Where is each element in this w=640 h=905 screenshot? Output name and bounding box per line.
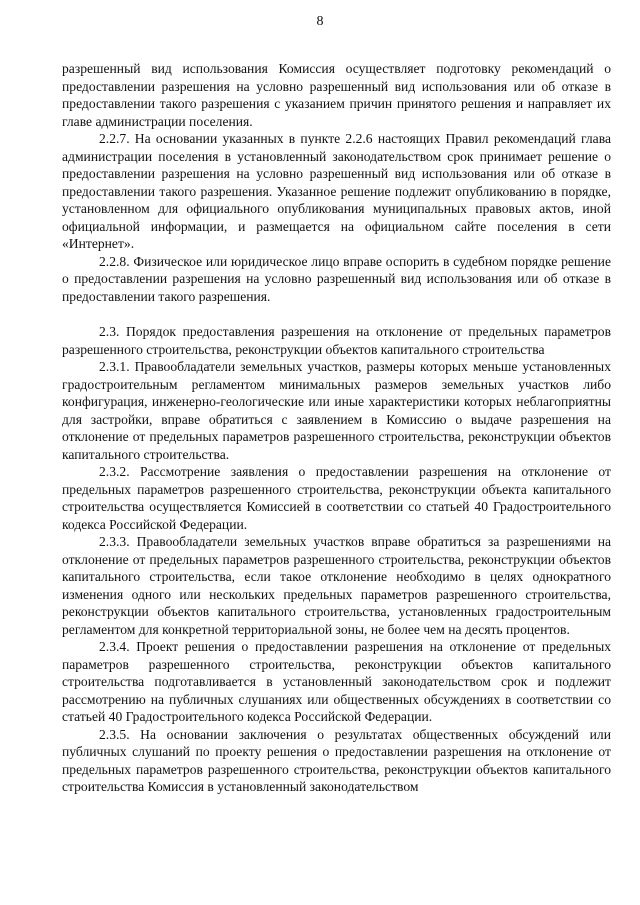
section-heading-2-3: 2.3. Порядок предоставления разрешения на отклонение от предельных параметров разрешенного строительства, реконструкции объектов капитального строительства <box>62 324 611 357</box>
paragraph-2-3-1: 2.3.1. Правообладатели земельных участков, размеры которых меньше установленных градостроительным регламентом минимальных размеров земельных участков либо конфигурация, инженерно-геологические или иные характеристики которых неблагоприятны для застройки, вправе обратиться с заявлением в Комиссию о выдаче разрешения на отклонение от предельных параметров разрешенного строительства, реконструкции объектов капитального строительства. <box>62 359 611 462</box>
page-number: 8 <box>316 14 324 29</box>
paragraph-2-2-8: 2.2.8. Физическое или юридическое лицо вправе оспорить в судебном порядке решение о предоставлении разрешения на условно разрешенный вид использования или об отказе в предоставлении такого разрешения. <box>62 253 611 304</box>
paragraph-2-3-3: 2.3.3. Правообладатели земельных участков вправе обратиться за разрешениями на отклонение от предельных параметров разрешенного строительства, реконструкции объектов капитального строительства, если такое отклонение необходимо в целях однократного изменения одного или нескольких предельных параметров разрешенного строительства, реконструкции объектов капитального строительства, установленных градостроительным регламентом для конкретной территориальной зоны, не более чем на десять процентов. <box>62 534 611 637</box>
paragraph-2-2-7: 2.2.7. На основании указанных в пункте 2.2.6 настоящих Правил рекомендаций глава администрации поселения в установленный законодательством срок принимает решение о предоставлении разрешения на условно разрешенный вид использования или об отказе в предоставлении такого разрешения. Указанное решение подлежит опубликованию в порядке, установленном для официального опубликования муниципальных правовых актов, иной официальной информации, и размещается на официальном сайте поселения в сети «Интернет». <box>62 131 611 251</box>
document-body <box>62 60 611 796</box>
paragraph-2-3-2: 2.3.2. Рассмотрение заявления о предоставлении разрешения на отклонение от предельных параметров разрешенного строительства, реконструкции объекта капитального строительства осуществляется Комиссией в соответствии со статьей 40 Градостроительного кодекса Российской Федерации. <box>62 464 611 532</box>
paragraph-2-3-5: 2.3.5. На основании заключения о результатах общественных обсуждений или публичных слушаний по проекту решения о предоставлении разрешения на отклонение от предельных параметров разрешенного строительства, реконструкции объектов капитального строительства Комиссия в установленный законодательством <box>62 726 611 794</box>
paragraph-2-3-4: 2.3.4. Проект решения о предоставлении разрешения на отклонение от предельных параметров разрешенного строительства, реконструкции объектов капитального строительства подготавливается в установленный законодательством срок и подлежит рассмотрению на публичных слушаниях или общественных обсуждениях в соответствии со статьей 40 Градостроительного кодекса Российской Федерации. <box>62 639 611 724</box>
paragraph-continuation: разрешенный вид использования Комиссия осуществляет подготовку рекомендаций о предоставлении разрешения на условно разрешенный вид использования или об отказе в предоставлении такого разрешения с указанием причин принятого решения и направляет их главе администрации поселения. <box>62 61 611 129</box>
